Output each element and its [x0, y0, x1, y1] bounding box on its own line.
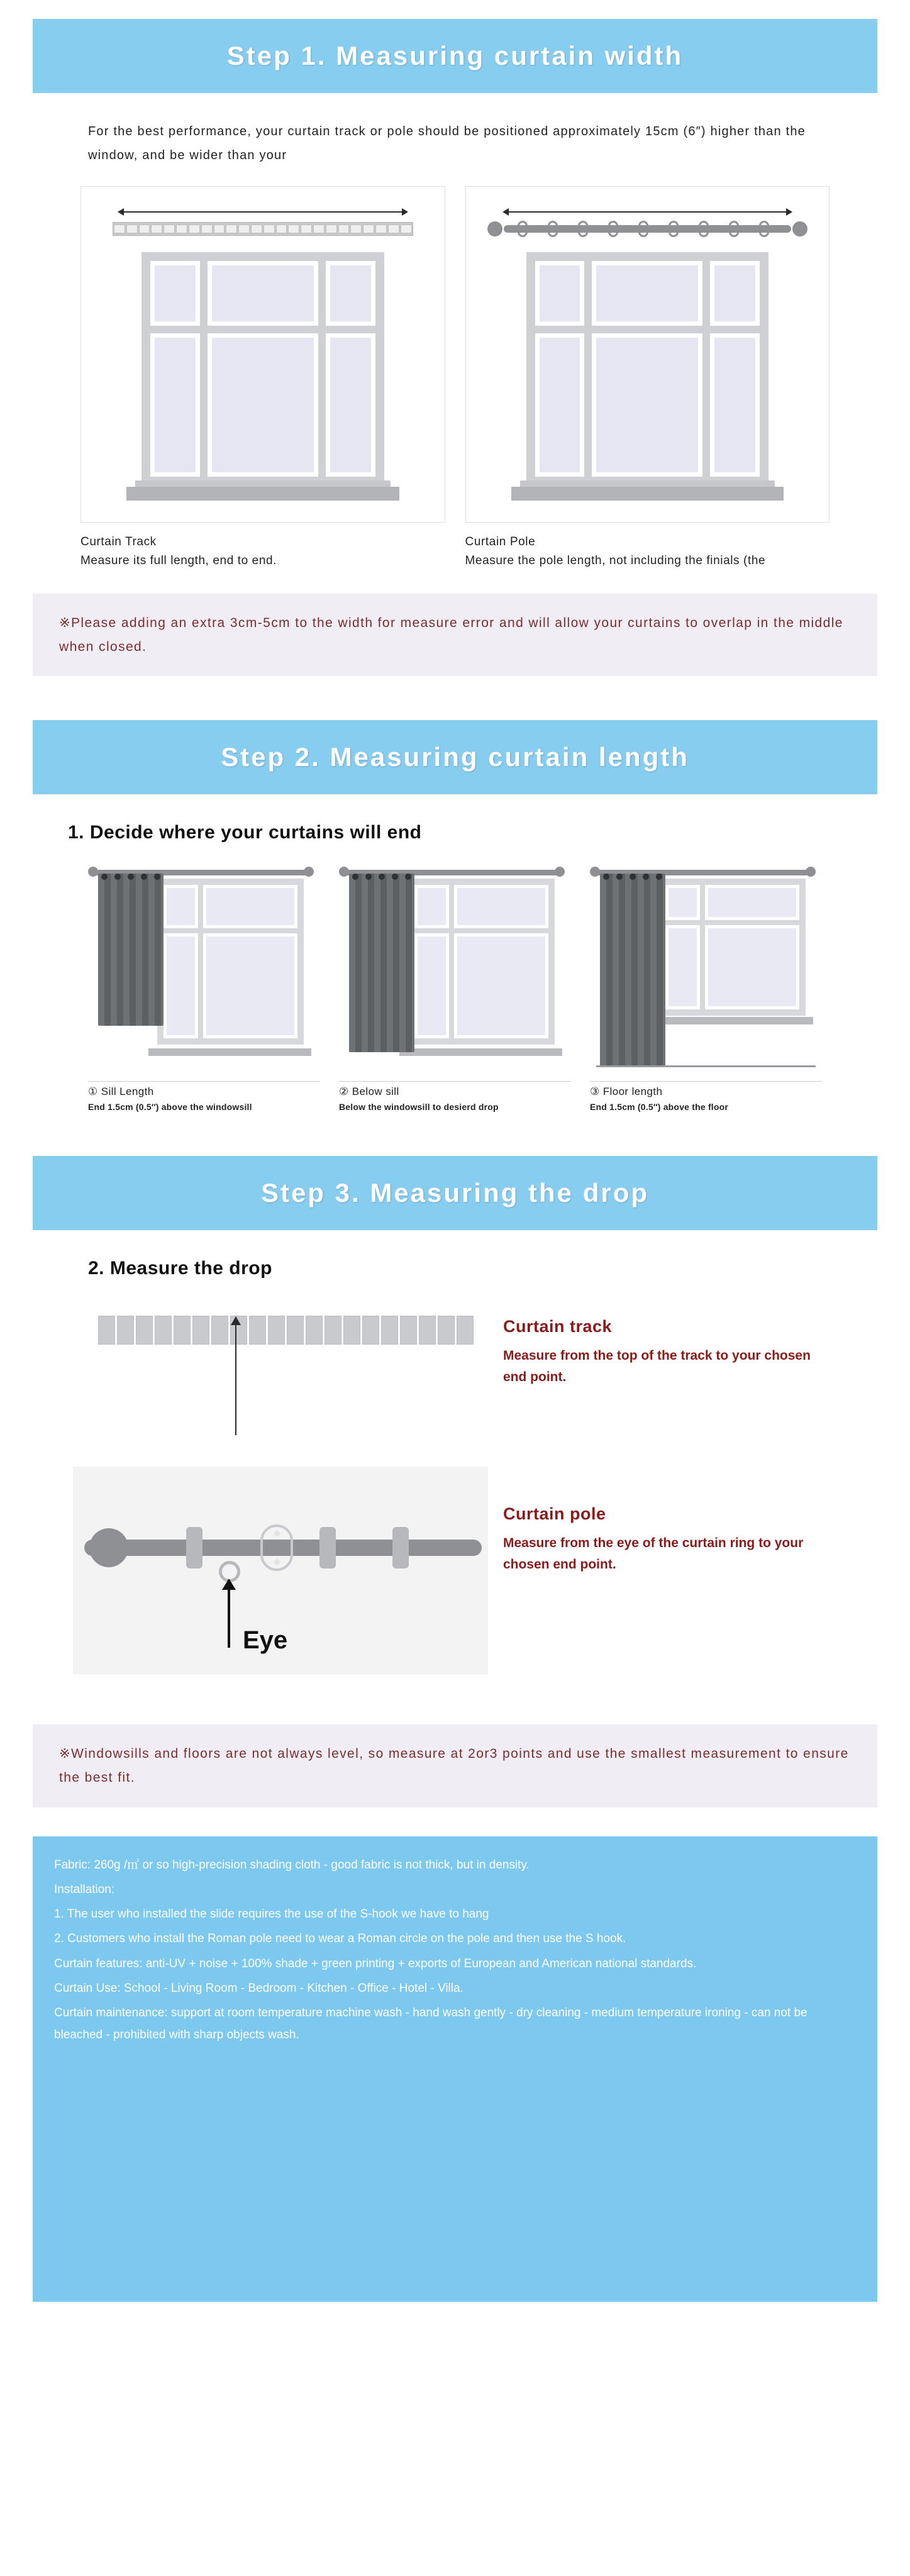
curtain-panel-icon — [98, 874, 164, 1026]
eye-label: Eye — [243, 1626, 288, 1655]
finial-left-icon — [487, 221, 502, 236]
step1-intro-text: For the best performance, your curtain track or pole should be positioned approximately 15cm (6″) higher than the window, and be wider than your — [88, 125, 806, 162]
product-info-line: Fabric: 260g /㎡ or so high-precision shading cloth - good fabric is not thick, but in density. — [54, 1858, 530, 1872]
step3-note: ※Windowsills and floors are not always level, so measure at 2or3 points and use the smallest measurement to ensure the best fit. — [33, 1724, 877, 1807]
window-sill-icon — [126, 487, 399, 501]
window-frame-icon — [526, 252, 769, 486]
curtain-pole-card — [465, 186, 830, 571]
measure-track-body: Measure from the top of the track to your chosen end point. — [503, 1348, 811, 1384]
step3-banner — [33, 1156, 877, 1230]
finial-ball-icon — [89, 1528, 128, 1567]
pole-ring-icon — [319, 1527, 336, 1568]
measure-track-illustration — [73, 1301, 488, 1445]
curtain-track-icon — [98, 1316, 475, 1345]
product-info-line: Curtain maintenance: support at room temperature machine wash - hand wash gently - dry cleaning - medium temperature ironing - can not be bleached - prohibited with sharp objects wash. — [54, 2006, 807, 2041]
measure-pole-body: Measure from the eye of the curtain ring to your chosen end point. — [503, 1536, 804, 1572]
curtain-track-caption-desc: Measure its full length, end to end. — [80, 554, 277, 568]
eye-measure-arrow-icon — [228, 1580, 230, 1648]
grommets-icon — [349, 871, 414, 882]
curtain-pole-caption-title: Curtain Pole — [465, 535, 536, 548]
step1-note: ※Please adding an extra 3cm-5cm to the width for measure error and will allow your curtains to overlap in the middle when closed. — [33, 594, 877, 677]
finial-right-icon — [792, 221, 807, 236]
product-info-panel — [33, 1836, 877, 2302]
step2-banner — [33, 720, 877, 794]
option-sill-length-sub: End 1.5cm (0.5″) above the windowsill — [88, 1102, 252, 1113]
option-floor-length-illustration — [590, 865, 822, 1079]
step2-subheading: 1. Decide where your curtains will end — [68, 822, 422, 843]
window-frame-icon — [141, 252, 384, 486]
width-arrow-icon — [502, 208, 793, 216]
measure-pole-text — [488, 1467, 837, 1575]
window-frame-icon — [157, 879, 304, 1045]
measure-pole-title: Curtain pole — [503, 1504, 606, 1524]
curtain-pole-illustration — [465, 186, 830, 523]
curtain-length-options-row — [88, 865, 822, 1112]
option-below-sill-illustration — [339, 865, 571, 1079]
curtain-pole-caption-desc: Measure the pole length, not including the finials (the — [465, 554, 766, 568]
window-sill-upper-icon — [520, 480, 775, 487]
measure-pole-block — [73, 1467, 837, 1674]
option-below-sill-title: ② Below sill — [339, 1085, 399, 1098]
curtain-track-card — [80, 186, 445, 571]
option-sill-length-illustration — [88, 865, 320, 1079]
product-info-line: 2. Customers who install the Roman pole need to wear a Roman circle on the pole and then use the S hook. — [54, 1932, 626, 1946]
window-sill-icon — [399, 1048, 562, 1056]
step3-subheading: 2. Measure the drop — [88, 1258, 272, 1279]
width-arrow-icon — [118, 208, 408, 216]
step1-banner-title: Step 1. Measuring curtain width — [226, 41, 684, 70]
step3-banner-title: Step 3. Measuring the drop — [260, 1178, 650, 1208]
grommets-icon — [600, 871, 665, 882]
drop-arrow-icon — [235, 1317, 236, 1435]
curtain-track-caption-title: Curtain Track — [80, 535, 157, 548]
product-info-line: 1. The user who installed the slide requires the use of the S-hook we have to hang — [54, 1907, 489, 1921]
product-info-line: Curtain features: anti-UV + noise + 100% shade + green printing + exports of European and American national standards. — [54, 1957, 697, 1970]
floor-line-icon — [596, 1065, 816, 1067]
curtain-track-illustration — [80, 186, 445, 523]
step2-banner-title: Step 2. Measuring curtain length — [221, 742, 689, 772]
curtain-panel-icon — [349, 874, 414, 1052]
curtain-pole-caption — [465, 533, 830, 571]
pole-ring-icon — [392, 1527, 409, 1568]
option-sill-length-title: ① Sill Length — [88, 1085, 154, 1098]
product-info-line: Curtain Use: School - Living Room - Bedroom - Kitchen - Office - Hotel - Villa. — [54, 1981, 463, 1995]
window-sill-icon — [650, 1017, 813, 1024]
grommets-icon — [98, 871, 164, 882]
pole-ring-icon — [186, 1527, 203, 1568]
product-info-line: Installation: — [54, 1883, 115, 1897]
window-sill-upper-icon — [135, 480, 391, 487]
option-sill-length-card — [88, 865, 320, 1112]
option-below-sill-card — [339, 865, 571, 1112]
window-sill-icon — [148, 1048, 311, 1056]
option-floor-length-sub: End 1.5cm (0.5″) above the floor — [590, 1102, 729, 1113]
window-frame-icon — [408, 879, 555, 1045]
curtain-track-caption — [80, 533, 445, 571]
measure-track-text — [488, 1301, 837, 1387]
option-below-sill-sub: Below the windowsill to desierd drop — [339, 1102, 499, 1113]
measure-track-block — [73, 1301, 837, 1445]
option-floor-length-card — [590, 865, 822, 1112]
measure-pole-illustration — [73, 1467, 488, 1674]
curtain-pole-icon — [487, 219, 808, 238]
measure-track-title: Curtain track — [503, 1317, 613, 1336]
option-floor-length-title: ③ Floor length — [590, 1085, 663, 1098]
window-sill-icon — [511, 487, 784, 501]
curtain-ring-oval-icon — [260, 1524, 293, 1571]
step1-diagram-row — [80, 186, 830, 571]
step1-banner — [33, 19, 877, 93]
window-frame-icon — [659, 879, 806, 1016]
curtain-panel-icon — [600, 874, 665, 1066]
curtain-track-rail-icon — [113, 222, 413, 236]
